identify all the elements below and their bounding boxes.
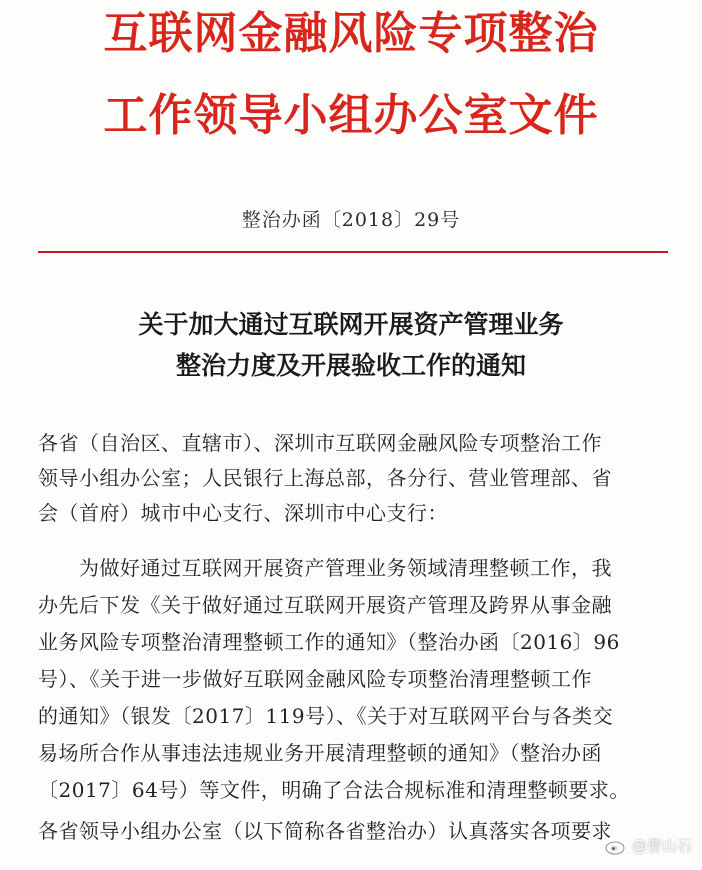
body-line: 号）、《关于进一步做好互联网金融风险专项整治清理整顿工作: [38, 667, 592, 691]
body-line: 易场所合作从事违法违规业务开展清理整顿的通知》（整治办函: [38, 741, 602, 765]
notice-title-line-1: 关于加大通过互联网开展资产管理业务: [138, 310, 564, 339]
watermark-text: @曹山石: [631, 837, 692, 855]
body-line: 为做好通过互联网开展资产管理业务领域清理整顿工作，我: [38, 556, 612, 580]
body-line: 各省领导小组办公室（以下简称各省整治办）认真落实各项要求: [38, 819, 612, 843]
body-line: 业务风险专项整治清理整顿工作的通知》（整治办函〔2016〕96: [38, 630, 620, 654]
weibo-icon: [605, 837, 627, 855]
notice-title-line-2: 整治力度及开展验收工作的通知: [175, 351, 526, 380]
body-line: 〔2017〕64号）等文件，明确了合法合规标准和清理整顿要求。: [38, 778, 630, 802]
header-title-line-1: 互联网金融风险专项整治: [103, 8, 599, 59]
body-line: 会（首府）城市中心支行、深圳市中心支行：: [38, 501, 448, 525]
weibo-watermark: [605, 835, 692, 856]
document-number: 整治办函〔2018〕29号: [241, 209, 461, 231]
header-title-line-2: 工作领导小组办公室文件: [103, 90, 599, 141]
body-line: 办先后下发《关于做好通过互联网开展资产管理及跨界从事金融: [38, 593, 612, 617]
body-line: 各省（自治区、直辖市）、深圳市互联网金融风险专项整治工作: [38, 431, 602, 455]
red-divider: [38, 251, 668, 253]
body-line: 领导小组办公室；人民银行上海总部，各分行、营业管理部、省: [38, 466, 612, 490]
body-line: 的通知》（银发〔2017〕119号）、《关于对互联网平台与各类交: [38, 704, 614, 728]
